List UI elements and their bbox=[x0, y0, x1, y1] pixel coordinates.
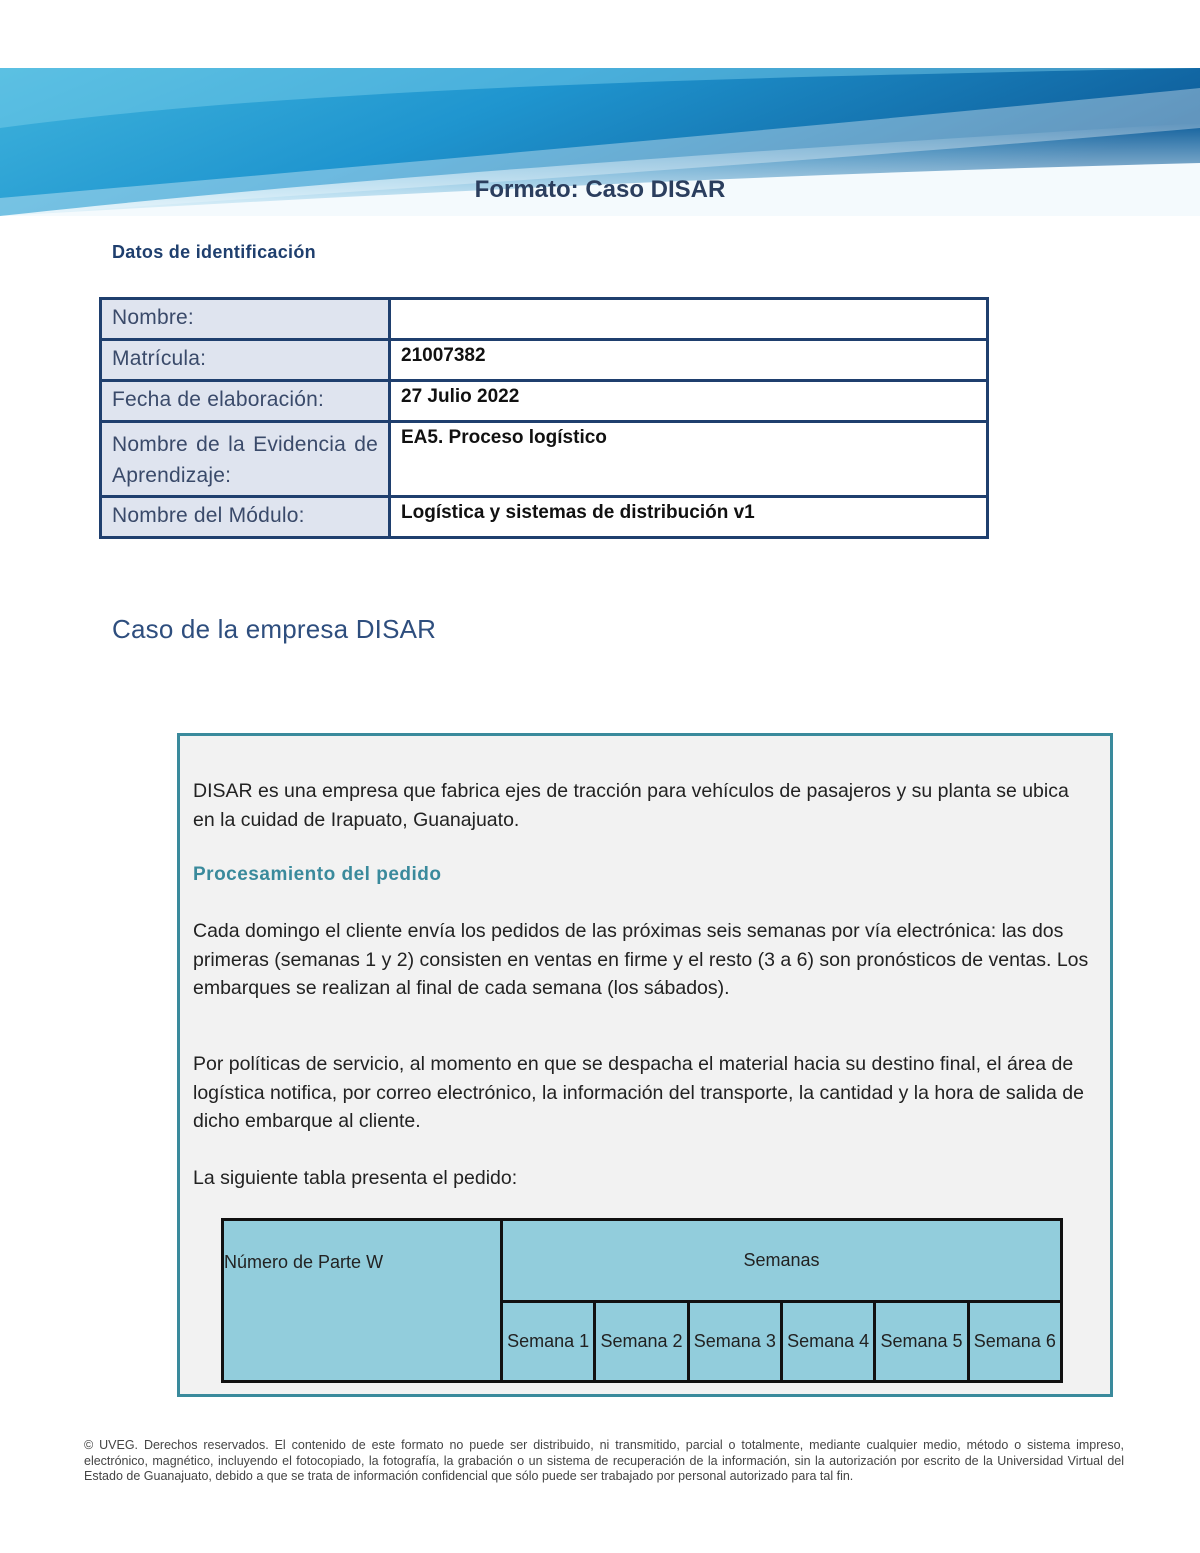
identification-table bbox=[99, 297, 989, 539]
case-paragraph-2: Por políticas de servicio, al momento en que se despacha el material hacia su destino final, el área de logística notifica, por correo electrónico, la información del transporte, la cantidad y la hora de salida de dicho embarque al cliente. bbox=[193, 1053, 1084, 1132]
week-6-header: Semana 6 bbox=[968, 1302, 1061, 1382]
table-row bbox=[223, 1220, 1062, 1302]
case-intro: DISAR es una empresa que fabrica ejes de tracción para vehículos de pasajeros y su planta se ubica en la cuidad de Irapuato, Guanajuato. bbox=[193, 780, 1069, 831]
table-row bbox=[101, 299, 988, 340]
label-modulo: Nombre del Módulo: bbox=[101, 497, 390, 538]
week-4-header: Semana 4 bbox=[781, 1302, 874, 1382]
order-table bbox=[221, 1218, 1063, 1383]
identification-section-label: Datos de identificación bbox=[112, 242, 316, 262]
label-evidencia: Nombre de la Evidencia de Aprendizaje: bbox=[112, 433, 378, 487]
table-row bbox=[101, 381, 988, 422]
table-row bbox=[101, 497, 988, 538]
value-evidencia: EA5. Proceso logístico bbox=[390, 422, 988, 497]
week-5-header: Semana 5 bbox=[875, 1302, 968, 1382]
copyright-footer: © UVEG. Derechos reservados. El contenido de este formato no puede ser distribuido, ni transmitido, parcial o totalmente, mediante cualquier medio, método o sistema impreso, electrónico, magnético, incluyendo el fotocopiado, la fotografía, la grabación o un sistema de recuperación de la información, sin la autorización por escrito de la Universidad Virtual del Estado de Guanajuato, debido a que se trata de información confidencial que sólo puede ser trabajado por personal autorizado para tal fin. bbox=[84, 1438, 1124, 1483]
week-1-header: Semana 1 bbox=[502, 1302, 595, 1382]
value-modulo: Logística y sistemas de distribución v1 bbox=[390, 497, 988, 538]
case-subheading: Procesamiento del pedido bbox=[193, 864, 442, 885]
week-3-header: Semana 3 bbox=[688, 1302, 781, 1382]
case-heading: Caso de la empresa DISAR bbox=[112, 614, 437, 644]
value-fecha: 27 Julio 2022 bbox=[390, 381, 988, 422]
case-box bbox=[177, 733, 1113, 1397]
document-title: Formato: Caso DISAR bbox=[474, 176, 726, 203]
weeks-header: Semanas bbox=[502, 1220, 1062, 1302]
table-row bbox=[101, 422, 988, 497]
label-fecha: Fecha de elaboración: bbox=[101, 381, 390, 422]
value-matricula: 21007382 bbox=[390, 340, 988, 381]
table-row bbox=[101, 340, 988, 381]
part-number-header: Número de Parte W bbox=[223, 1220, 502, 1382]
week-2-header: Semana 2 bbox=[595, 1302, 688, 1382]
label-matricula: Matrícula: bbox=[101, 340, 390, 381]
value-nombre bbox=[390, 299, 988, 340]
case-paragraph-1: Cada domingo el cliente envía los pedidos de las próximas seis semanas por vía electrónica: las dos primeras (semanas 1 y 2) consisten en ventas en firme y el resto (3 a 6) son pronósticos de ventas. Los embarques se realizan al final de cada semana (los sábados). bbox=[193, 920, 1089, 999]
label-nombre: Nombre: bbox=[101, 299, 390, 340]
case-table-intro: La siguiente tabla presenta el pedido: bbox=[193, 1167, 518, 1189]
